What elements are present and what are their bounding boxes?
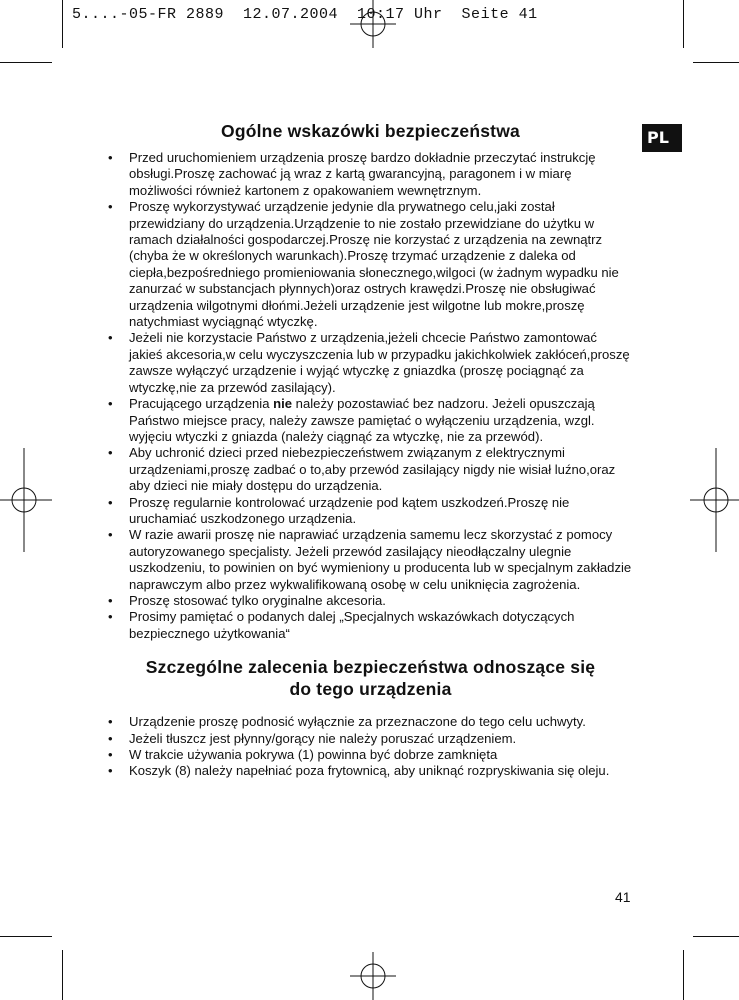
list-item: • W razie awarii proszę nie naprawiać urządzenia samemu lecz skorzystać z pomocy autoryzowanego specjalisty. Jeżeli przewód zasilający nieodłączalny ulegnie uszkodzeniu, to powinien on być wymieniony u producenta lub w specjalnym zakładzie naprawczym albo przez wykwalifikowaną osobę w celu uniknięcia zagrożenia. [108, 527, 632, 592]
crop-mark [0, 62, 52, 63]
print-header: 5....-05-FR 2889 12.07.2004 10:17 Uhr Seite 41 [72, 6, 538, 23]
crop-mark [62, 0, 63, 48]
section-title-general-safety: Ogólne wskazówki bezpieczeństwa [221, 121, 520, 141]
registration-mark-top [350, 0, 396, 48]
list-item: • Proszę wykorzystywać urządzenie jedynie dla prywatnego celu,jaki został przewidziany do urządzenia.Urządzenie to nie zostało przewidziane do użytku w ramach działalności gospodarczej.Proszę nie korzystać z urządzenia na zewnątrz (chyba że w określonych warunkach).Proszę trzymać urządzenie z daleka od ciepła,bezpośredniego promieniowania słonecznego,wilgoci (w żadnym wypadku nie zanurzać w substancjach płynnych)oraz ostrych krawędzi.Proszę nie obsługiwać urządzenia wilgotnymi dłońmi.Jeżeli urządzenie jest wilgotne lub mokre,proszę natychmiast wyciągnąć wtyczkę. [108, 199, 619, 330]
page-content [108, 120, 633, 780]
section-title-device-safety: Szczególne zalecenia bezpieczeństwa odnoszące się do tego urządzenia [145, 657, 596, 700]
page-number: 41 [615, 889, 631, 905]
language-tab: PL [642, 124, 682, 152]
crop-mark [683, 0, 684, 48]
list-item: • Aby uchronić dzieci przed niebezpieczeństwem związanym z elektrycznymi urządzeniami,proszę zadbać o to,aby przewód zasilający nigdy nie wisiał luźno,oraz aby dzieci nie miały dostępu do urządzenia. [108, 445, 616, 494]
registration-mark-bottom [350, 952, 396, 1000]
emphasis-nie: nie [273, 396, 293, 412]
crop-mark [0, 936, 52, 937]
general-safety-list [108, 150, 633, 642]
list-item: • Urządzenie proszę podnosić wyłącznie za przeznaczone do tego celu uchwyty. [108, 714, 586, 730]
crop-mark [693, 62, 739, 63]
list-item: • Prosimy pamiętać o podanych dalej „Specjalnych wskazówkach dotyczących bezpiecznego użytkowania“ [108, 609, 575, 641]
registration-mark-left [0, 448, 52, 552]
list-item: • Koszyk (8) należy napełniać poza frytownicą, aby uniknąć rozpryskiwania się oleju. [108, 763, 610, 779]
list-item: • W trakcie używania pokrywa (1) powinna być dobrze zamknięta [108, 747, 498, 762]
registration-mark-right [690, 448, 739, 552]
list-item: • Przed uruchomieniem urządzenia proszę bardzo dokładnie przeczytać instrukcję obsługi.Proszę zachować ją wraz z kartą gwarancyjną, paragonem i w miarę możliwości również kartonem z opakowaniem wewnętrznym. [108, 150, 596, 198]
list-item: • Jeżeli tłuszcz jest płynny/gorący nie należy poruszać urządzeniem. [108, 730, 517, 746]
crop-mark [683, 950, 684, 1000]
crop-mark [693, 936, 739, 937]
list-item: • Proszę stosować tylko oryginalne akcesoria. [108, 592, 386, 608]
list-item: • Jeżeli nie korzystacie Państwo z urządzenia,jeżeli chcecie Państwo zamontować jakieś akcesoria,w celu wyczyszczenia lub w przypadku jakichkolwiek zakłóceń,proszę zawsze wyłączyć urządzenie i wyjąć wtyczkę z gniazdka (proszę pociągnąć za wtyczkę,nie za przewód zasilający). [108, 330, 630, 395]
list-item: • Pracującego urządzenia nie należy pozostawiać bez nadzoru. Jeżeli opuszczają Państwo miejsce pracy, należy zawsze pamiętać o wyłączeniu urządzenia, wzgl. wyjęciu wtyczki z gniazda (należy ciągnąć za wtyczkę, nie za przewód). [108, 396, 595, 444]
device-safety-list [108, 714, 633, 780]
list-item: • Proszę regularnie kontrolować urządzenie pod kątem uszkodzeń.Proszę nie uruchamiać uszkodzonego urządzenia. [108, 494, 570, 526]
crop-mark [62, 950, 63, 1000]
